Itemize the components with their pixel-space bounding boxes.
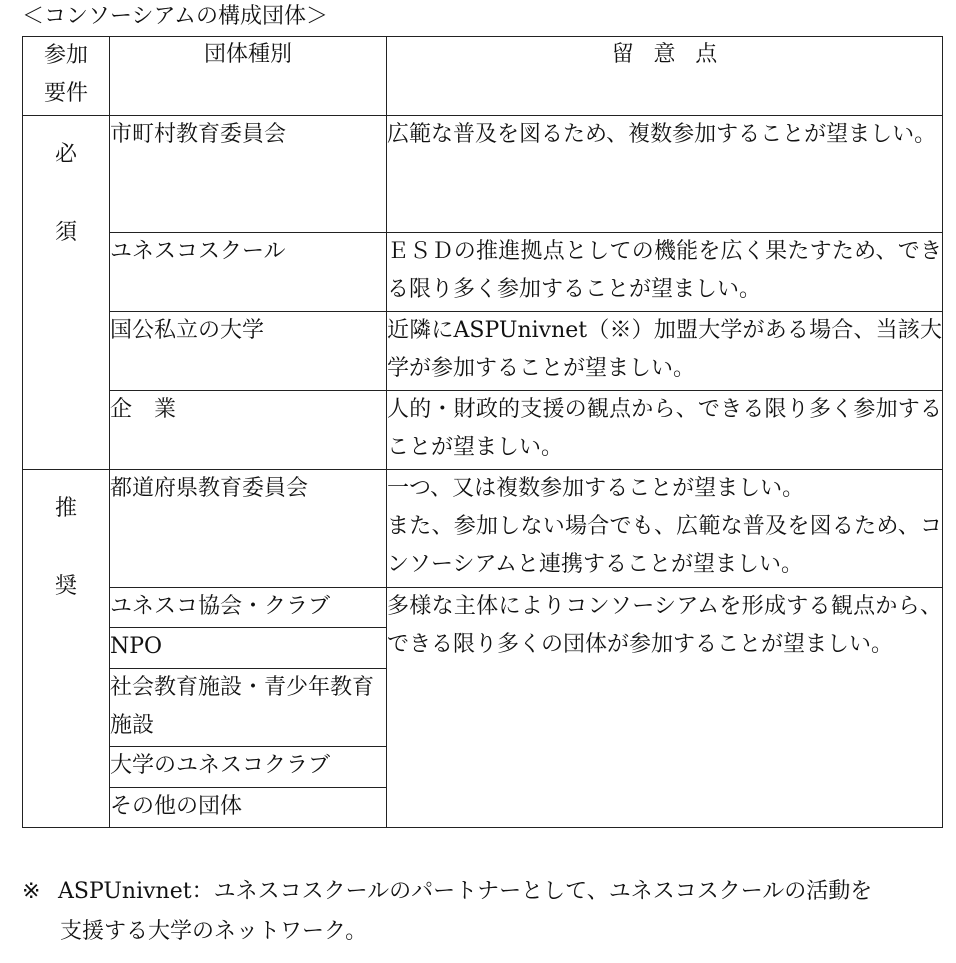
group-required-char2: 須 (54, 220, 77, 245)
group-required-char1: 必 (54, 142, 77, 167)
org-type-cell: 都道府県教育委員会 (110, 470, 387, 588)
org-type-cell: ユネスコスクール (110, 233, 387, 312)
consortium-members-table (22, 36, 943, 828)
note-cell: 広範な普及を図るため、複数参加することが望ましい。 (387, 116, 943, 233)
org-type-cell: その他の団体 (110, 788, 387, 828)
header-requirement (23, 37, 110, 116)
note-cell (387, 470, 943, 588)
org-type-cell: 社会教育施設・青少年教育施設 (110, 669, 387, 747)
table-row (23, 391, 943, 470)
table-row (23, 312, 943, 391)
group-required (23, 116, 110, 470)
group-recommended-char1: 推 (54, 496, 77, 521)
header-type: 団体種別 (110, 37, 387, 116)
note-cell: 多様な主体によりコンソーシアムを形成する観点から、できる限り多くの団体が参加することが望ましい。 (387, 588, 943, 828)
org-type-cell: 企 業 (110, 391, 387, 470)
header-requirement-line1: 参加 (43, 43, 88, 68)
footnote-mark: ※ (22, 879, 41, 904)
note-cell: 人的・財政的支援の観点から、できる限り多く参加することが望ましい。 (387, 391, 943, 470)
note-cell: ＥＳＤの推進拠点としての機能を広く果たすため、できる限り多く参加することが望ましい。 (387, 233, 943, 312)
footnote-line2: 支援する大学のネットワーク。 (60, 919, 368, 944)
footnote (22, 872, 942, 952)
org-type-cell: NPO (110, 628, 387, 669)
note-cell: 近隣にASPUnivnet（※）加盟大学がある場合、当該大学が参加することが望ましい。 (387, 312, 943, 391)
group-recommended-char2: 奨 (54, 574, 77, 599)
header-notes: 留意点 (387, 37, 943, 116)
header-requirement-line2: 要件 (43, 81, 88, 106)
org-type-cell: 市町村教育委員会 (110, 116, 387, 233)
org-type-cell: 国公私立の大学 (110, 312, 387, 391)
footnote-line1: ASPUnivnet：ユネスコスクールのパートナーとして、ユネスコスクールの活動を (58, 879, 873, 904)
table-caption: ＜コンソーシアムの構成団体＞ (22, 4, 329, 29)
note-line: また、参加しない場合でも、広範な普及を図るため、コンソーシアムと連携することが望ましい。 (387, 514, 942, 577)
table-row (23, 588, 943, 628)
org-type-cell: ユネスコ協会・クラブ (110, 588, 387, 628)
table-row (23, 116, 943, 233)
note-line: 一つ、又は複数参加することが望ましい。 (387, 476, 805, 501)
table-row (23, 470, 943, 588)
table-header-row (23, 37, 943, 116)
org-type-cell: 大学のユネスコクラブ (110, 747, 387, 788)
group-recommended (23, 470, 110, 828)
table-row (23, 233, 943, 312)
